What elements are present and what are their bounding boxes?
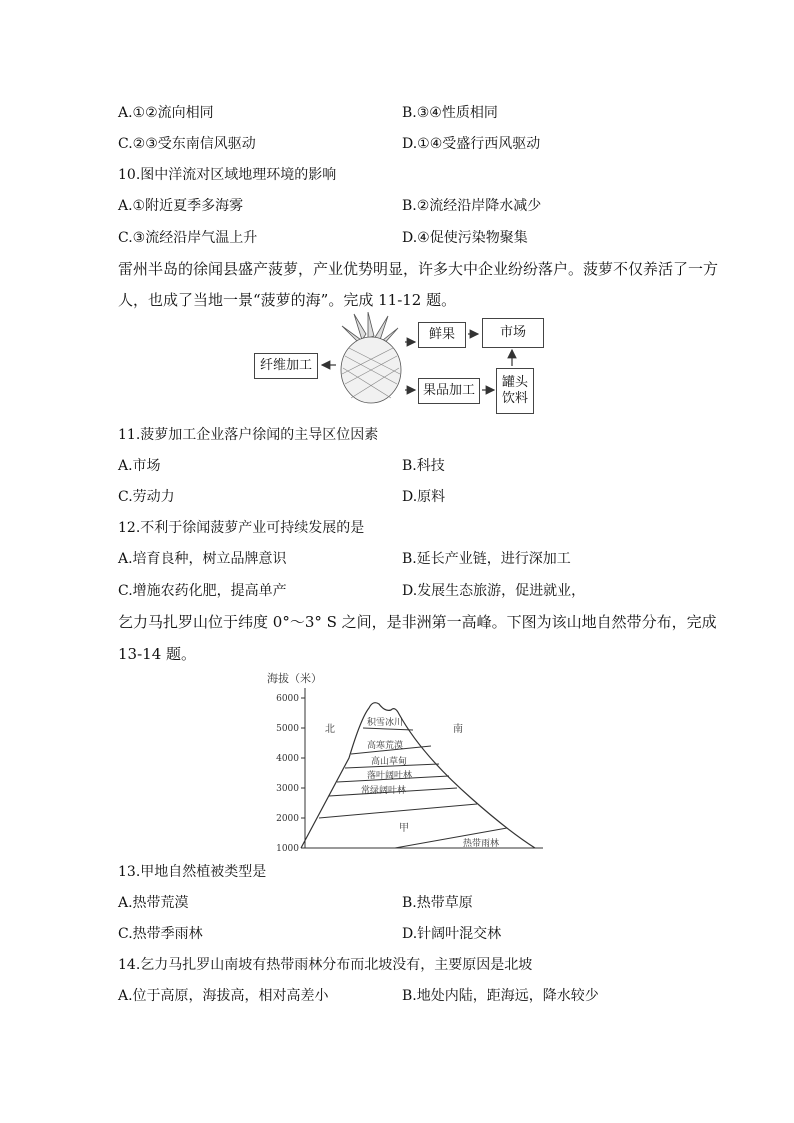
q9-option-b: B.③④性质相同 [402,105,498,121]
zone-alpine-desert: 高寒荒漠 [367,741,404,751]
q13-option-a: A.热带荒漠 [118,895,189,911]
zone-tropical-rainforest: 热带雨林 [463,839,500,849]
q12-option-b: B.延长产业链，进行深加工 [402,551,571,567]
south-label: 南 [453,724,463,735]
fruit-processing-box: 果品加工 [418,378,480,404]
q10-stem: 10.图中洋流对区域地理环境的影响 [118,167,337,183]
mountain-zones-svg [245,668,550,856]
fresh-fruit-box: 鲜果 [418,322,466,348]
zone-snow-glacier: 积雪冰川 [367,718,404,728]
mountain-zones-diagram [245,668,550,856]
pineapple-intro-line2: 人，也成了当地一景“菠萝的海”。完成 11-12 题。 [118,291,457,309]
drinks-label: 饮料 [501,391,528,406]
q14-option-a: A.位于高原，海拔高，相对高差小 [118,988,329,1004]
market-box: 市场 [482,318,544,348]
y-tick-5000: 5000 [276,724,299,734]
q13-stem: 13.甲地自然植被类型是 [118,864,267,880]
pineapple-intro-line1: 雷州半岛的徐闻县盛产菠萝，产业优势明显，许多大中企业纷纷落户。菠萝不仅养活了一方 [118,260,719,278]
q13-option-b: B.热带草原 [402,895,473,911]
q12-option-c: C.增施农药化肥，提高单产 [118,583,287,599]
q12-option-d: D.发展生态旅游，促进就业， [402,583,586,599]
q13-option-c: C.热带季雨林 [118,926,203,942]
q11-stem: 11.菠萝加工企业落户徐闻的主导区位因素 [118,427,379,443]
altitude-axis-title: 海拔（米） [267,672,322,685]
y-tick-3000: 3000 [276,784,299,794]
canned-label: 罐头 [501,375,528,390]
north-label: 北 [325,724,335,735]
q12-option-a: A.培育良种，树立品牌意识 [118,551,287,567]
y-tick-4000: 4000 [276,754,299,764]
q10-option-a: A.①附近夏季多海雾 [118,198,244,214]
q13-option-d: D.针阔叶混交林 [402,926,502,942]
q10-option-d: D.④促使污染物聚集 [402,230,528,246]
zone-deciduous-forest: 落叶阔叶林 [367,771,413,781]
y-tick-1000: 1000 [276,844,299,854]
q9-option-d: D.①④受盛行西风驱动 [402,136,541,152]
pineapple-icon [341,312,401,403]
q14-stem: 14.乞力马扎罗山南坡有热带雨林分布而北坡没有，主要原因是北坡 [118,957,533,973]
zone-evergreen-forest: 常绿阔叶林 [361,786,407,796]
zone-alpine-meadow: 高山草甸 [371,757,408,767]
pineapple-diagram [250,312,550,422]
y-tick-6000: 6000 [276,694,299,704]
q11-option-c: C.劳动力 [118,489,175,505]
q10-option-b: B.②流经沿岸降水减少 [402,198,542,214]
q11-option-a: A.市场 [118,458,161,474]
zone-jia: 甲 [399,823,409,834]
kilimanjaro-intro-line1: 乞力马扎罗山位于纬度 0°～3° S 之间，是非洲第一高峰。下图为该山地自然带分布，完成 [118,613,717,631]
q12-stem: 12.不利于徐闻菠萝产业可持续发展的是 [118,520,365,536]
kilimanjaro-intro-line2: 13-14 题。 [118,645,197,663]
q11-option-b: B.科技 [402,458,445,474]
q11-option-d: D.原料 [402,489,446,505]
y-tick-2000: 2000 [276,814,299,824]
fiber-processing-box: 纤维加工 [254,353,318,379]
q9-option-c: C.②③受东南信风驱动 [118,136,256,152]
q9-option-a: A.①②流向相同 [118,105,214,121]
mountain-outline [301,703,535,848]
q14-option-b: B.地处内陆，距海远，降水较少 [402,988,599,1004]
canned-drinks-box [496,368,534,414]
q10-option-c: C.③流经沿岸气温上升 [118,230,258,246]
